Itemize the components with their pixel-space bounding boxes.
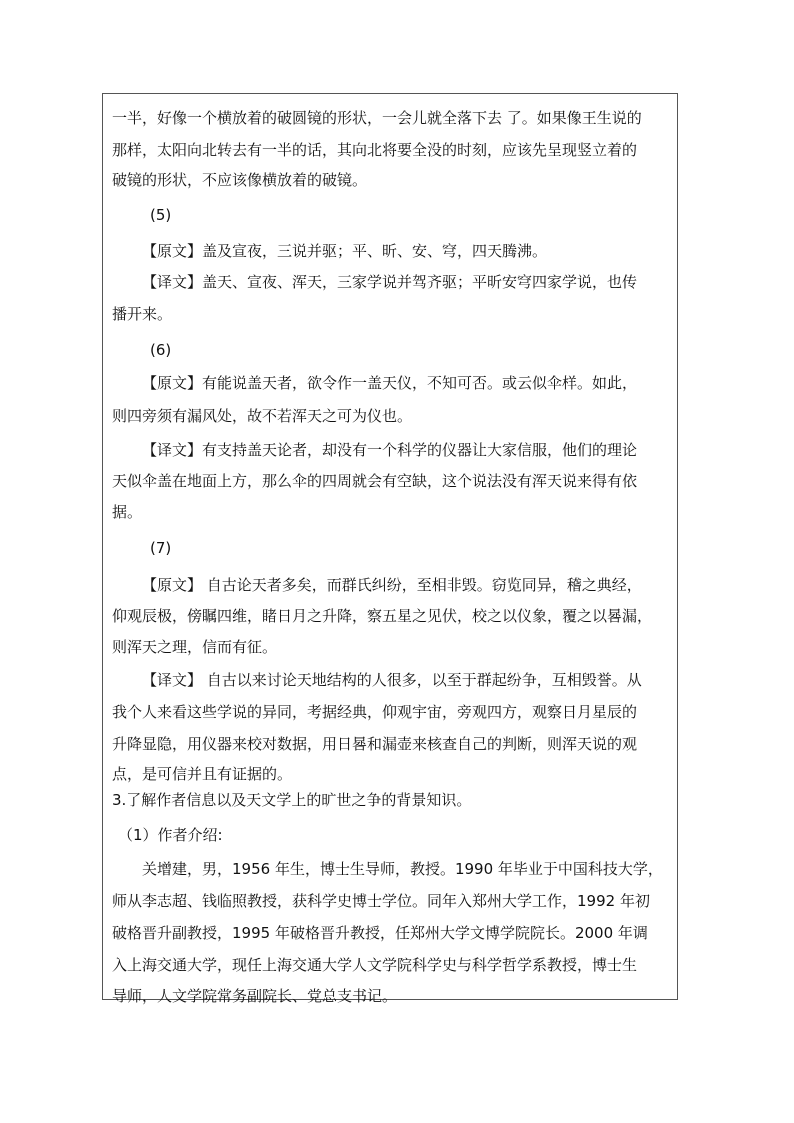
text-line: 升降显隐，用仪器来校对数据，用日晷和漏壶来核查自己的判断，则浑天说的观 [112, 735, 638, 753]
text-line: 天似伞盖在地面上方，那么伞的四周就会有空缺，这个说法没有浑天说来得有依 [112, 472, 638, 490]
translation-text: 【译文】有支持盖天论者，却没有一个科学的仪器让大家信服，他们的理论 [142, 441, 638, 459]
text-line: 我个人来看这些学说的异同，考据经典，仰观宇宙，旁观四方，观察日月星辰的 [112, 703, 638, 721]
author-bio-line: 导师，人文学院常务副院长、党总支书记。 [112, 987, 398, 1005]
author-bio-line: 关增建，男，1956 年生，博士生导师，教授。1990 年毕业于中国科技大学， [142, 860, 663, 878]
subsection-heading: （1）作者介绍: [118, 826, 223, 844]
author-bio-line: 入上海交通大学，现任上海交通大学人文学院科学史与科学哲学系教授，博士生 [112, 956, 638, 974]
original-text: 【原文】盖及宣夜，三说并驱；平、昕、安、穹，四天腾沸。 [142, 242, 548, 260]
section-number: (5) [150, 206, 172, 224]
author-bio-line: 师从李志超、钱临照教授，获科学史博士学位。同年入郑州大学工作，1992 年初 [112, 892, 650, 910]
author-bio-line: 破格晋升副教授，1995 年破格晋升教授，任郑州大学文博学院院长。2000 年调 [112, 924, 648, 942]
text-line: 则浑天之理，信而有征。 [112, 638, 278, 656]
text-line: 仰观辰极，傍瞩四维，睹日月之升降，察五星之见伏，校之以仪象，覆之以晷漏， [112, 607, 653, 625]
text-line: 播开来。 [112, 305, 173, 323]
text-line: 那样，太阳向北转去有一半的话，其向北将要全没的时刻，应该先呈现竖立着的 [112, 141, 638, 159]
section-heading: 3.了解作者信息以及天文学上的旷世之争的背景知识。 [112, 791, 472, 809]
original-text: 【原文】 自古论天者多矣，而群氏纠纷，至相非毁。窃览同异，稽之典经， [142, 576, 642, 594]
section-number: (7) [150, 539, 172, 557]
text-line: 点，是可信并且有证据的。 [112, 765, 293, 783]
original-text: 【原文】有能说盖天者，欲令作一盖天仪，不知可否。或云似伞样。如此， [142, 374, 638, 392]
text-line: 则四旁须有漏风处，故不若浑天之可为仪也。 [112, 407, 413, 425]
text-line: 据。 [112, 503, 143, 521]
translation-text: 【译文】盖天、宣夜、浑天，三家学说并驾齐驱；平昕安穹四家学说，也传 [142, 273, 638, 291]
translation-text: 【译文】 自古以来讨论天地结构的人很多，以至于群起纷争，互相毁誉。从 [142, 671, 642, 689]
text-line: 一半，好像一个横放着的破圆镜的形状，一会儿就全落下去 了。如果像王生说的 [112, 109, 642, 127]
text-line: 破镜的形状，不应该像横放着的破镜。 [112, 171, 368, 189]
section-number: (6) [150, 341, 172, 359]
